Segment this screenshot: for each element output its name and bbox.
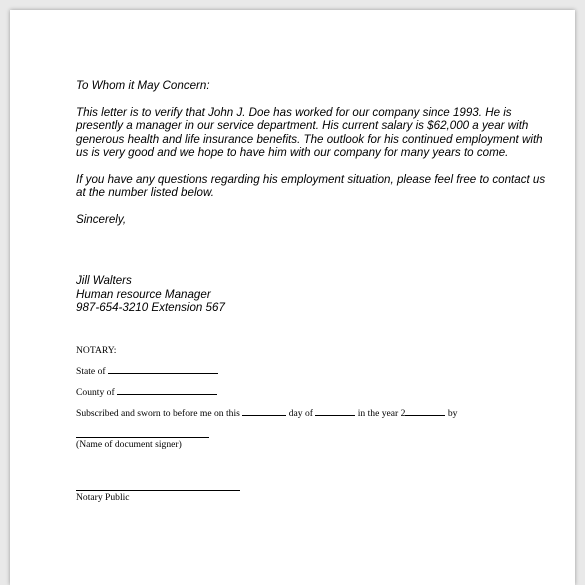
notary-signature-line[interactable] <box>76 490 240 491</box>
state-row <box>76 365 536 377</box>
signer-title: Human resource Manager <box>76 287 211 301</box>
sworn-label-2: day of <box>288 408 313 419</box>
letter-body <box>76 79 546 239</box>
sworn-label-1: Subscribed and sworn to before me on this <box>76 408 240 419</box>
paragraph-verification: This letter is to verify that John J. Doe has worked for our company since 1993. He is presently a manager in our service department. His current salary is $62,000 a year with generous health and life insurance benefits. The outlook for his continued employment with us is very good and we hope to have him with our company for many years to come. <box>76 105 543 159</box>
signer-phone: 987-654-3210 Extension 567 <box>76 301 225 314</box>
closing: Sincerely, <box>76 212 127 226</box>
county-blank[interactable] <box>117 386 217 395</box>
notary-public-label: Notary Public <box>76 492 130 503</box>
sworn-row <box>76 407 536 419</box>
county-label: County of <box>76 387 115 398</box>
signature-block <box>76 274 225 315</box>
paragraph-contact: If you have any questions regarding his employment situation, please feel free to contact us at the number listed below. <box>76 172 546 199</box>
salutation: To Whom it May Concern: <box>76 79 210 92</box>
day-blank[interactable] <box>242 407 286 416</box>
month-blank[interactable] <box>315 407 355 416</box>
county-row <box>76 386 536 398</box>
signer-signature-line[interactable] <box>76 437 209 438</box>
state-blank[interactable] <box>108 365 218 374</box>
document-page <box>10 10 575 585</box>
notary-heading: NOTARY: <box>76 345 117 356</box>
state-label: State of <box>76 366 106 377</box>
sworn-label-3: in the year 2 <box>357 408 406 419</box>
sworn-label-4: by <box>447 408 458 419</box>
year-blank[interactable] <box>405 407 445 416</box>
signer-label: (Name of document signer) <box>76 439 182 450</box>
signer-name: Jill Walters <box>76 274 132 287</box>
